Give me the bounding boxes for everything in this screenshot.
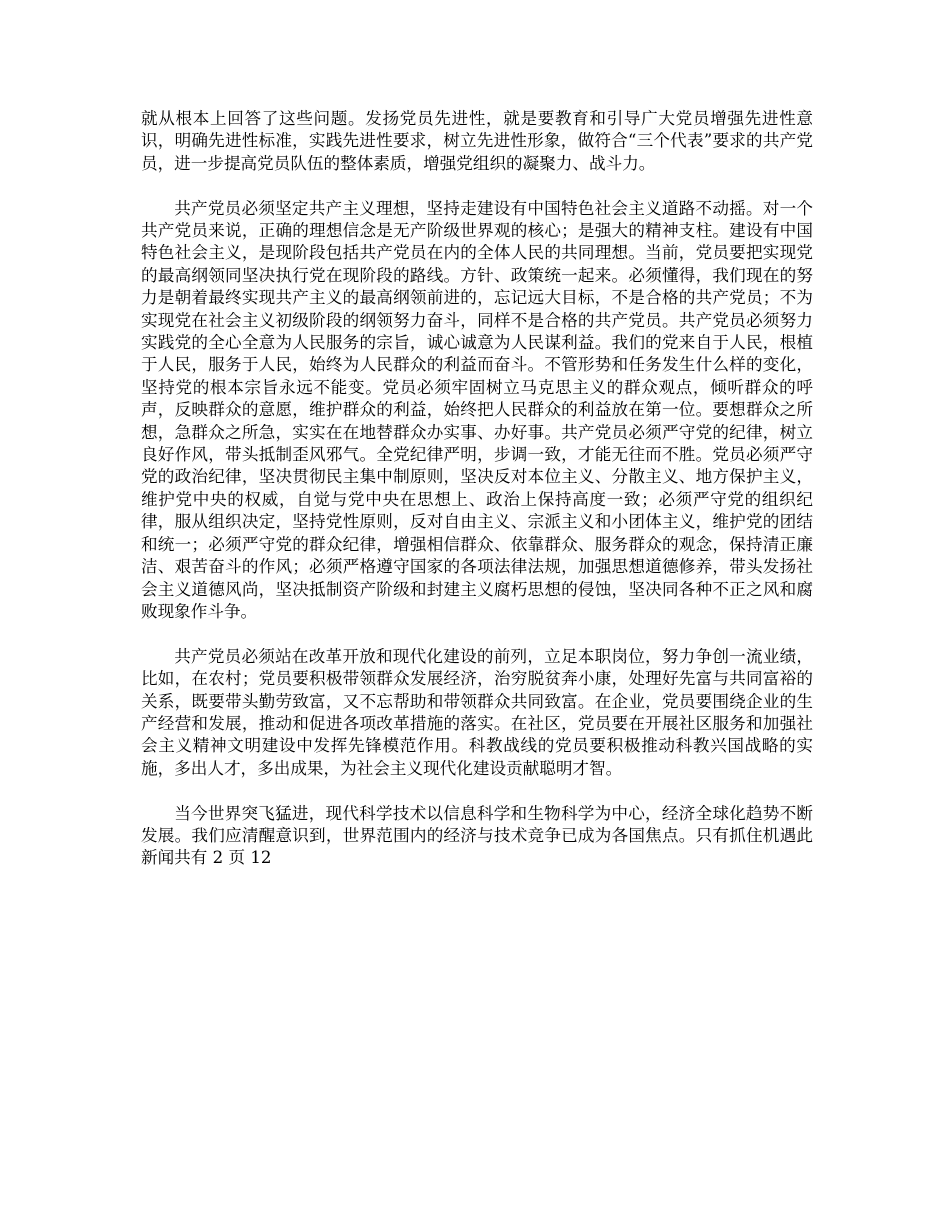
- paragraph-4: 当今世界突飞猛进，现代科学技术以信息科学和生物科学为中心，经济全球化趋势不断发展。我们应清醒意识到，世界范围内的经济与技术竞争已成为各国焦点。只有抓住机遇此新闻共有 2 页 12: [141, 803, 813, 868]
- paragraph-3: 共产党员必须站在改革开放和现代化建设的前列，立足本职岗位，努力争创一流业绩，比如，在农村；党员要积极带领群众发展经济，治穷脱贫奔小康，处理好先富与共同富裕的关系，既要带头勤劳致富，又不忘帮助和带领群众共同致富。在企业，党员要围绕企业的生产经营和发展，推动和促进各项改革措施的落实。在社区，党员要在开展社区服务和加强社会主义精神文明建设中发挥先锋模范作用。科教战线的党员要积极推动科教兴国战略的实施，多出人才，多出成果，为社会主义现代化建设贡献聪明才智。: [141, 646, 813, 778]
- document-page: [141, 108, 813, 870]
- paragraph-1: 就从根本上回答了这些问题。发扬党员先进性，就是要教育和引导广大党员增强先进性意识，明确先进性标准，实践先进性要求，树立先进性形象，做符合“三个代表”要求的共产党员，进一步提高党员队伍的整体素质，增强党组织的凝聚力、战斗力。: [141, 109, 813, 173]
- paragraph-2: 共产党员必须坚定共产主义理想，坚持走建设有中国特色社会主义道路不动摇。对一个共产党员来说，正确的理想信念是无产阶级世界观的核心；是强大的精神支柱。建设有中国特色社会主义，是现阶段包括共产党员在内的全体人民的共同理想。当前，党员要把实现党的最高纲领同坚决执行党在现阶段的路线。方针、政策统一起来。必须懂得，我们现在的努力是朝着最终实现共产主义的最高纲领前进的，忘记远大目标，不是合格的共产党员；不为实现党在社会主义初级阶段的纲领努力奋斗，同样不是合格的共产党员。共产党员必须努力实践党的全心全意为人民服务的宗旨，诚心诚意为人民谋利益。我们的党来自于人民，根植于人民，服务于人民，始终为人民群众的利益而奋斗。不管形势和任务发生什么样的变化，坚持党的根本宗旨永远不能变。党员必须牢固树立马克思主义的群众观点，倾听群众的呼声，反映群众的意愿，维护群众的利益，始终把人民群众的利益放在第一位。要想群众之所想，急群众之所急，实实在在地替群众办实事、办好事。共产党员必须严守党的纪律，树立良好作风，带头抵制歪风邪气。全党纪律严明，步调一致，才能无往而不胜。党员必须严守党的政治纪律，坚决贯彻民主集中制原则，坚决反对本位主义、分散主义、地方保护主义，维护党中央的权威，自觉与党中央在思想上、政治上保持高度一致；必须严守党的组织纪律，服从组织决定，坚持党性原则，反对自由主义、宗派主义和小团体主义，维护党的团结和统一；必须严守党的群众纪律，增强相信群众、依靠群众、服务群众的观念，保持清正廉洁、艰苦奋斗的作风；必须严格遵守国家的各项法律法规，加强思想道德修养，带头发扬社会主义道德风尚，坚决抵制资产阶级和封建主义腐朽思想的侵蚀，坚决同各种不正之风和腐败现象作斗争。: [141, 198, 813, 621]
